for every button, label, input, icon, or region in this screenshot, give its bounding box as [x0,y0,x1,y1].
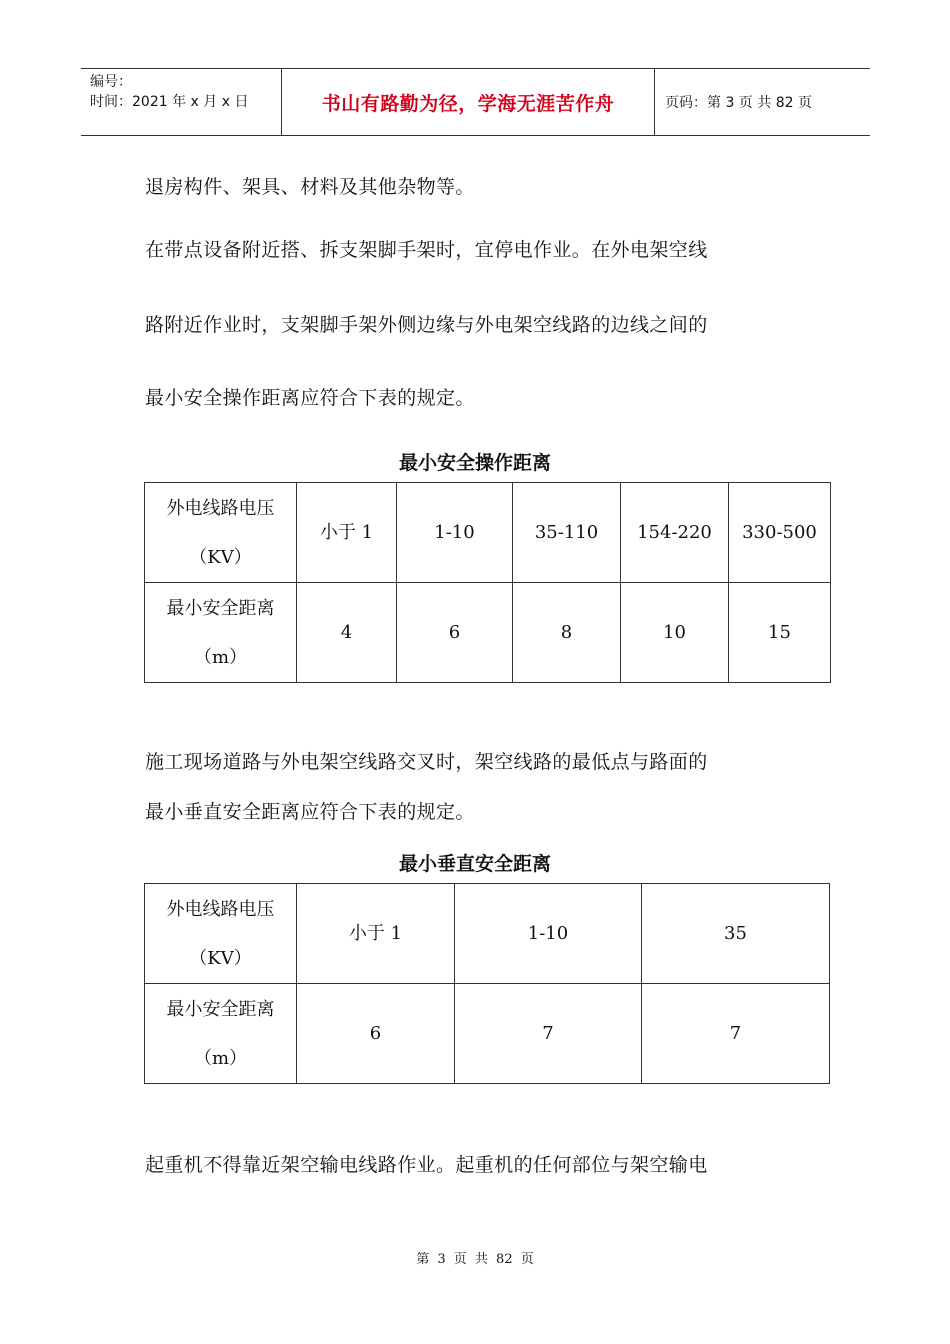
table2-caption: 最小垂直安全距离 [398,853,551,875]
table-cell: 小于 1 [297,884,455,984]
table-cell: 1-10 [397,483,513,583]
table-cell: 6 [397,583,513,683]
table-cell: 35-110 [513,483,621,583]
table-row [145,483,831,583]
table-cell: 8 [513,583,621,683]
header-page-label: 页码：第 3 页 共 82 页 [665,95,812,111]
table-cell: 35 [642,884,830,984]
header-meta [81,69,282,135]
table-cell: 4 [297,583,397,683]
row-header-voltage: 外电线路电压 （KV） [145,483,297,583]
table-cell: 330-500 [729,483,831,583]
table-cell: 7 [642,984,830,1084]
table-cell: 7 [455,984,642,1084]
page-header [81,68,870,136]
table-cell: 15 [729,583,831,683]
paragraph-3-line-1: 施工现场道路与外电架空线路交叉时，架空线路的最低点与路面的 [145,751,708,773]
row-header-distance: 最小安全距离 （m） [145,583,297,683]
table-cell: 10 [621,583,729,683]
paragraph-2-line-1: 在带点设备附近搭、拆支架脚手架时，宜停电作业。在外电架空线 [145,239,708,261]
table-row [145,884,830,984]
table-cell: 1-10 [455,884,642,984]
table-cell: 154-220 [621,483,729,583]
date-label: 时间：2021 年 x 月 x 日 [90,94,249,110]
table-cell: 6 [297,984,455,1084]
paragraph-4-line-1: 起重机不得靠近架空输电线路作业。起重机的任何部位与架空输电 [145,1154,708,1176]
number-label: 编号： [90,74,132,90]
table1-caption: 最小安全操作距离 [398,452,551,474]
min-safe-distance-table [144,482,831,683]
page-footer: 第 3 页 共 82 页 [416,1252,534,1267]
row-header-voltage: 外电线路电压 （KV） [145,884,297,984]
paragraph-3-line-2: 最小垂直安全距离应符合下表的规定。 [145,801,475,823]
table-cell: 小于 1 [297,483,397,583]
table-row [145,583,831,683]
row-header-distance: 最小安全距离 （m） [145,984,297,1084]
header-motto: 书山有路勤为径，学海无涯苦作舟 [282,69,655,135]
table-row [145,984,830,1084]
paragraph-2-line-2: 路附近作业时，支架脚手架外侧边缘与外电架空线路的边线之间的 [145,314,708,336]
min-vertical-distance-table [144,883,830,1084]
paragraph-1: 退房构件、架具、材料及其他杂物等。 [145,176,475,198]
paragraph-2-line-3: 最小安全操作距离应符合下表的规定。 [145,387,475,409]
